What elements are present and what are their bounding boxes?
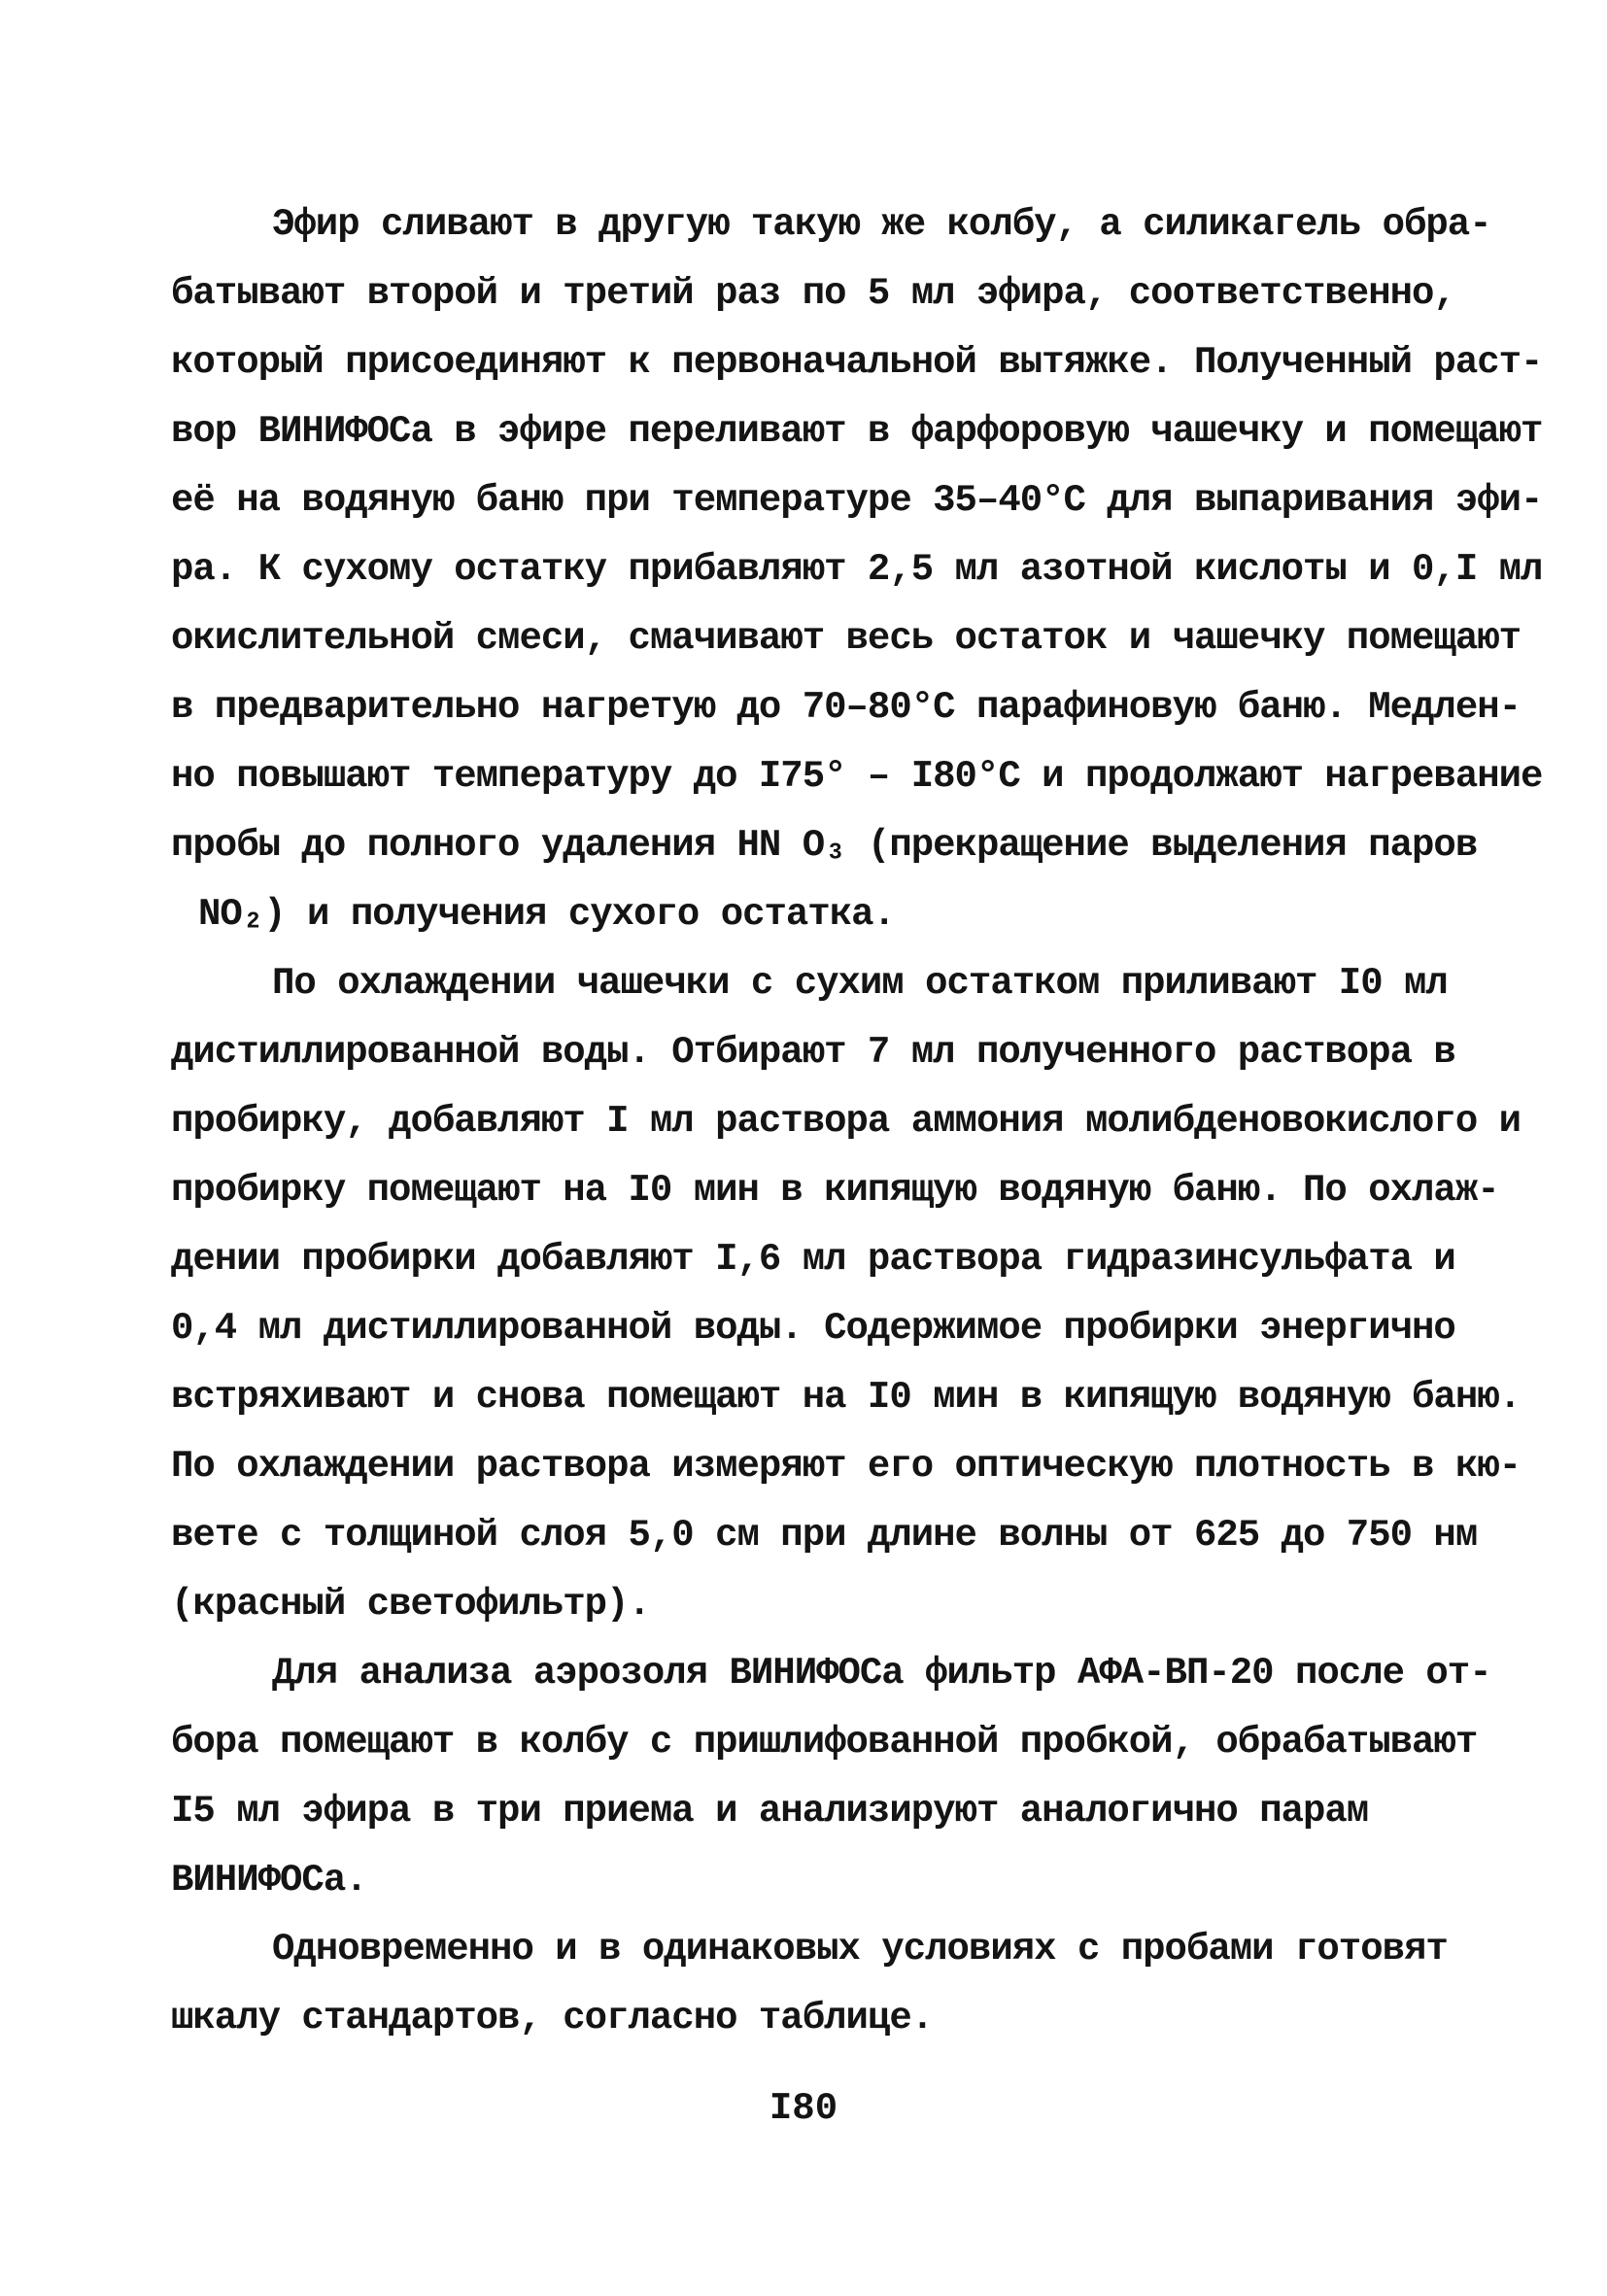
text-line: шкалу стандартов, согласно таблице. — [171, 1997, 934, 2039]
page-number: I80 — [769, 2087, 838, 2130]
text-line: По охлаждении раствора измеряют его оптическую плотность в кю- — [171, 1445, 1522, 1488]
text-line: но повышают температуру до I75° – I80°С и продолжают нагревание — [171, 755, 1543, 798]
text-line: её на водяную баню при температуре 35–40°С для выпаривания эфи- — [171, 479, 1543, 522]
text-line: вете с толщиной слоя 5,0 см при длине волны от 625 до 750 нм — [171, 1514, 1478, 1557]
text-line: пробирку помещают на I0 мин в кипящую водяную баню. По охлаж- — [171, 1169, 1499, 1212]
text-line: По охлаждении чашечки с сухим остатком приливают I0 мл — [272, 962, 1448, 1005]
text-line: бора помещают в колбу с пришлифованной пробкой, обрабатывают — [171, 1721, 1478, 1764]
text-line: Одновременно и в одинаковых условиях с пробами готовят — [272, 1928, 1448, 1970]
text-line: Для анализа аэрозоля ВИНИФОСа фильтр АФА-ВП-20 после от- — [272, 1652, 1491, 1695]
text-line: вор ВИНИФОСа в эфире переливают в фарфоровую чашечку и помещают — [171, 410, 1543, 453]
text-line: Эфир сливают в другую такую же колбу, а силикагель обра- — [272, 203, 1491, 246]
text-line: в предварительно нагретую до 70–80°С парафиновую баню. Медлен- — [171, 686, 1522, 729]
text-line: 0,4 мл дистиллированной воды. Содержимое пробирки энергично — [171, 1307, 1455, 1350]
text-line: NO₂) и получения сухого остатка. — [198, 893, 895, 936]
text-line: окислительной смеси, смачивают весь остаток и чашечку помещают — [171, 617, 1522, 660]
text-line: I5 мл эфира в три приема и анализируют аналогично парам — [171, 1790, 1369, 1833]
text-line: ра. К сухому остатку прибавляют 2,5 мл азотной кислоты и 0,I мл — [171, 548, 1543, 591]
text-line: дении пробирки добавляют I,6 мл раствора гидразинсульфата и — [171, 1238, 1455, 1281]
text-line: батывают второй и третий раз по 5 мл эфира, соответственно, — [171, 272, 1455, 315]
text-line: дистиллированной воды. Отбирают 7 мл полученного раствора в — [171, 1031, 1455, 1074]
text-line: (красный светофильтр). — [171, 1583, 650, 1626]
text-line: ВИНИФОСа. — [171, 1859, 367, 1902]
text-line: пробирку, добавляют I мл раствора аммония молибденовокислого и — [171, 1100, 1522, 1143]
text-line: встряхивают и снова помещают на I0 мин в кипящую водяную баню. — [171, 1376, 1522, 1419]
text-line: пробы до полного удаления HN O₃ (прекращение выделения паров — [171, 824, 1478, 867]
document-body — [171, 190, 1543, 2053]
text-line: который присоединяют к первоначальной вытяжке. Полученный раст- — [171, 341, 1543, 384]
